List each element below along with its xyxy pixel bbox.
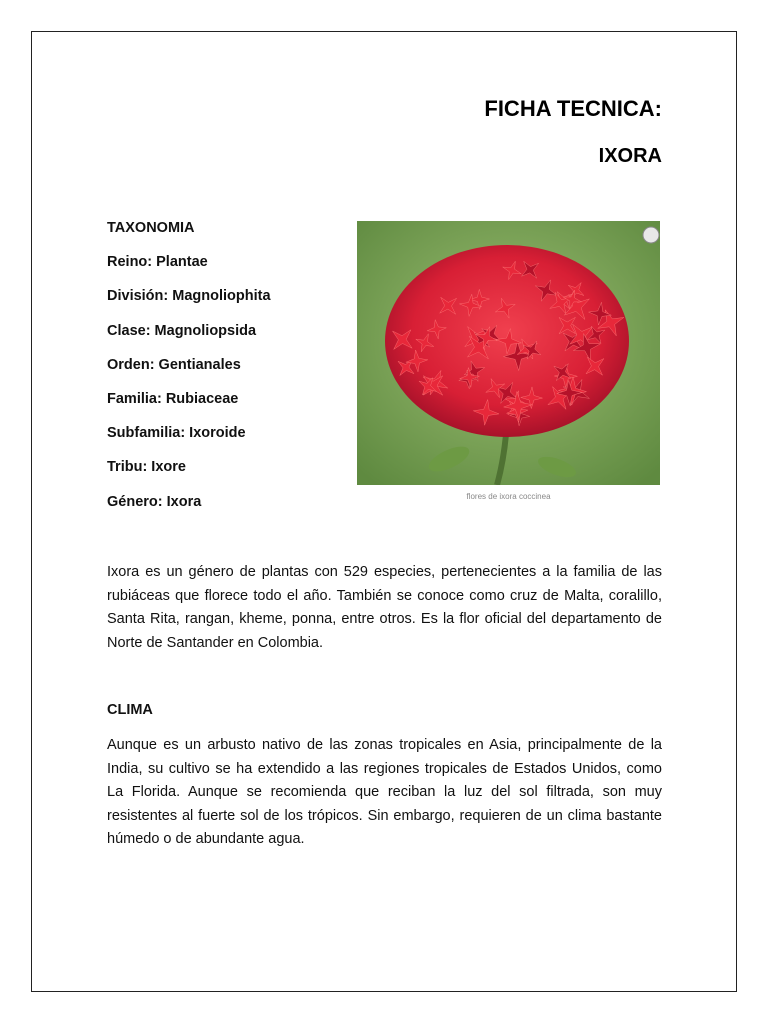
taxonomy-orden: Orden: Gentianales xyxy=(107,356,241,373)
taxonomy-section xyxy=(107,218,347,526)
taxonomy-genero: Género: Ixora xyxy=(107,493,202,510)
taxonomy-tribu: Tribu: Ixore xyxy=(107,459,186,476)
taxonomy-familia: Familia: Rubiaceae xyxy=(107,390,239,407)
clima-heading: CLIMA xyxy=(107,702,153,718)
taxonomy-subfamilia: Subfamilia: Ixoroide xyxy=(107,425,246,442)
flower-illustration xyxy=(357,221,660,485)
taxonomy-reino: Reino: Plantae xyxy=(107,254,208,271)
image-caption: flores de ixora coccinea xyxy=(466,492,551,501)
page-title: FICHA TECNICA: xyxy=(484,96,662,121)
page-subtitle: IXORA xyxy=(598,145,662,167)
intro-paragraph: Ixora es un género de plantas con 529 especies, pertenecientes a la familia de las rubiáceas que florece todo el año. También se conoce como cruz de Malta, coralillo, Santa Rita, rangan, kheme, ponna, entre otros. Es la flor oficial del departamento de Norte de Santander en Colombia. xyxy=(107,564,662,651)
taxonomy-heading: TAXONOMIA xyxy=(107,220,195,236)
clima-paragraph: Aunque es un arbusto nativo de las zonas tropicales en Asia, principalmente de la India, su cultivo se ha extendido a las regiones tropicales de Estados Unidos, como La Florida. Aunque se recomienda que reciban la luz del sol filtrada, son muy resistentes al fuerte sol de los trópicos. Sin embargo, requieren de un clima bastante húmedo o de abundante agua. xyxy=(107,737,662,847)
ixora-flower-image xyxy=(357,221,660,485)
taxonomy-division: División: Magnoliophita xyxy=(107,288,271,305)
taxonomy-clase: Clase: Magnoliopsida xyxy=(107,322,257,339)
